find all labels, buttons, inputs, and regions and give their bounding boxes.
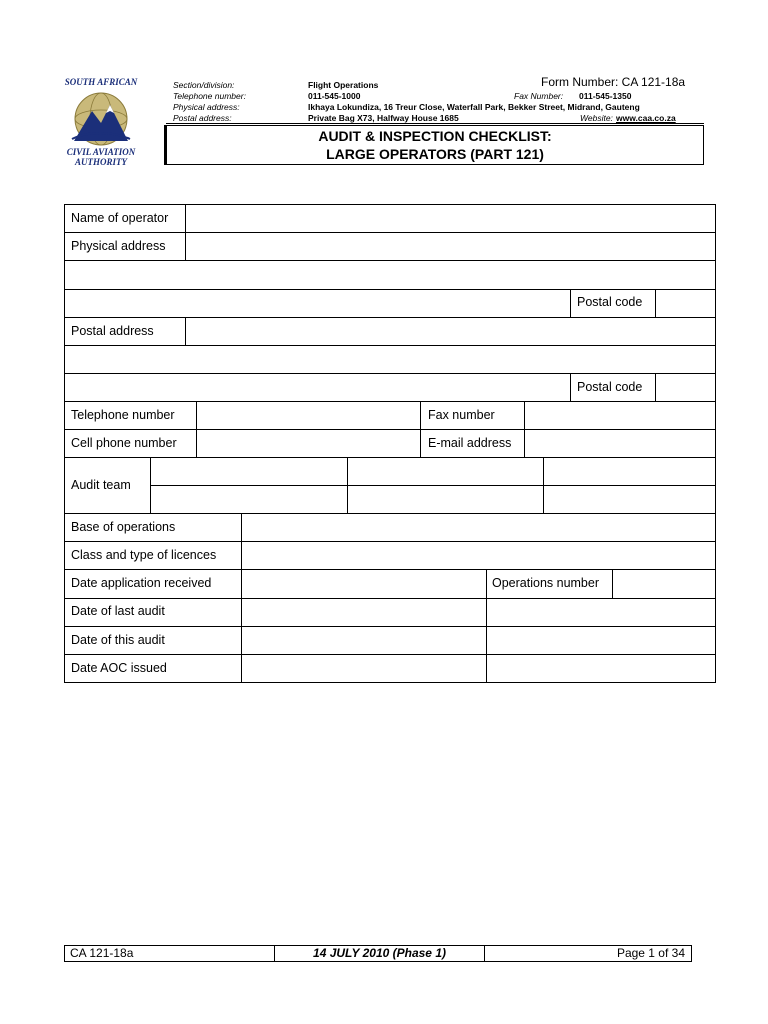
telephone-number-label: Telephone number xyxy=(71,408,175,422)
title-box xyxy=(166,125,704,165)
footer-date: 14 JULY 2010 (Phase 1) xyxy=(274,945,485,962)
class-and-type-label: Class and type of licences xyxy=(71,548,217,562)
name-of-operator-field[interactable] xyxy=(185,204,716,233)
postal-code-field-1[interactable] xyxy=(655,289,716,318)
name-of-operator-label: Name of operator xyxy=(71,211,169,225)
base-of-operations-field[interactable] xyxy=(241,513,716,542)
date-of-last-audit-field[interactable] xyxy=(241,598,487,627)
logo-bottom-text-1: CIVIL AVIATION xyxy=(66,147,136,157)
operations-number-label: Operations number xyxy=(492,576,600,590)
date-application-received-label: Date application received xyxy=(71,576,212,590)
telephone-value: 011-545-1000 xyxy=(308,91,361,101)
telephone-label: Telephone number: xyxy=(173,91,246,101)
class-and-type-field[interactable] xyxy=(241,541,716,570)
postal-code-field-2[interactable] xyxy=(655,373,716,402)
audit-team-field-1[interactable] xyxy=(150,457,348,486)
audit-team-field-6[interactable] xyxy=(543,485,716,514)
postal-code-label-1: Postal code xyxy=(577,295,643,309)
date-of-last-audit-extra-field[interactable] xyxy=(486,598,716,627)
footer-doc-code: CA 121-18a xyxy=(64,945,275,962)
email-address-label: E-mail address xyxy=(428,436,512,450)
title-line-2: LARGE OPERATORS (PART 121) xyxy=(326,146,544,162)
date-aoc-issued-extra-field[interactable] xyxy=(486,654,716,683)
postal-address-value: Private Bag X73, Halfway House 1685 xyxy=(308,113,459,123)
audit-team-label: Audit team xyxy=(71,478,131,492)
header-divider xyxy=(166,123,704,124)
fax-number-field[interactable] xyxy=(524,401,716,430)
postal-address-field-3[interactable] xyxy=(64,373,571,402)
postal-address-field-2[interactable] xyxy=(64,345,716,374)
date-aoc-issued-label: Date AOC issued xyxy=(71,661,167,675)
cell-phone-number-field[interactable] xyxy=(196,429,421,458)
postal-code-label-2: Postal code xyxy=(577,380,643,394)
date-of-this-audit-label: Date of this audit xyxy=(71,633,165,647)
email-address-field[interactable] xyxy=(524,429,716,458)
form-number: Form Number: CA 121-18a xyxy=(541,75,686,89)
caa-logo xyxy=(62,76,140,172)
date-of-last-audit-label: Date of last audit xyxy=(71,604,165,618)
fax-number-label: Fax number xyxy=(428,408,495,422)
physical-address-field-1[interactable] xyxy=(185,232,716,261)
physical-address-field-3[interactable] xyxy=(64,289,571,318)
postal-address-field-1[interactable] xyxy=(185,317,716,346)
globe-mountain-icon xyxy=(68,89,134,149)
date-of-this-audit-extra-field[interactable] xyxy=(486,626,716,655)
operations-number-field[interactable] xyxy=(612,569,716,599)
audit-team-field-4[interactable] xyxy=(150,485,348,514)
physical-address-field-2[interactable] xyxy=(64,260,716,290)
telephone-number-field[interactable] xyxy=(196,401,421,430)
fax-label: Fax Number: xyxy=(514,91,564,101)
physical-address-value: Ikhaya Lokundiza, 16 Treur Close, Waterfall Park, Bekker Street, Midrand, Gauteng xyxy=(308,102,640,112)
fax-value: 011-545-1350 xyxy=(579,91,632,101)
audit-team-field-2[interactable] xyxy=(347,457,544,486)
date-aoc-issued-field[interactable] xyxy=(241,654,487,683)
logo-bottom-text-2: AUTHORITY xyxy=(74,157,127,167)
postal-address-form-label: Postal address xyxy=(71,324,154,338)
section-value: Flight Operations xyxy=(308,80,379,90)
date-application-received-field[interactable] xyxy=(241,569,487,599)
physical-address-form-label: Physical address xyxy=(71,239,166,253)
website-label: Website: xyxy=(580,113,613,123)
logo-top-text: SOUTH AFRICAN xyxy=(64,77,138,87)
cell-phone-number-label: Cell phone number xyxy=(71,436,177,450)
website-link[interactable]: www.caa.co.za xyxy=(616,113,676,123)
audit-team-field-5[interactable] xyxy=(347,485,544,514)
page-footer xyxy=(64,945,692,962)
section-label: Section/division: xyxy=(173,80,235,90)
date-of-this-audit-field[interactable] xyxy=(241,626,487,655)
postal-address-label: Postal address: xyxy=(173,113,232,123)
audit-team-field-3[interactable] xyxy=(543,457,716,486)
physical-address-label: Physical address: xyxy=(173,102,240,112)
base-of-operations-label: Base of operations xyxy=(71,520,176,534)
title-line-1: AUDIT & INSPECTION CHECKLIST: xyxy=(318,128,552,144)
footer-page-number: Page 1 of 34 xyxy=(484,945,692,962)
